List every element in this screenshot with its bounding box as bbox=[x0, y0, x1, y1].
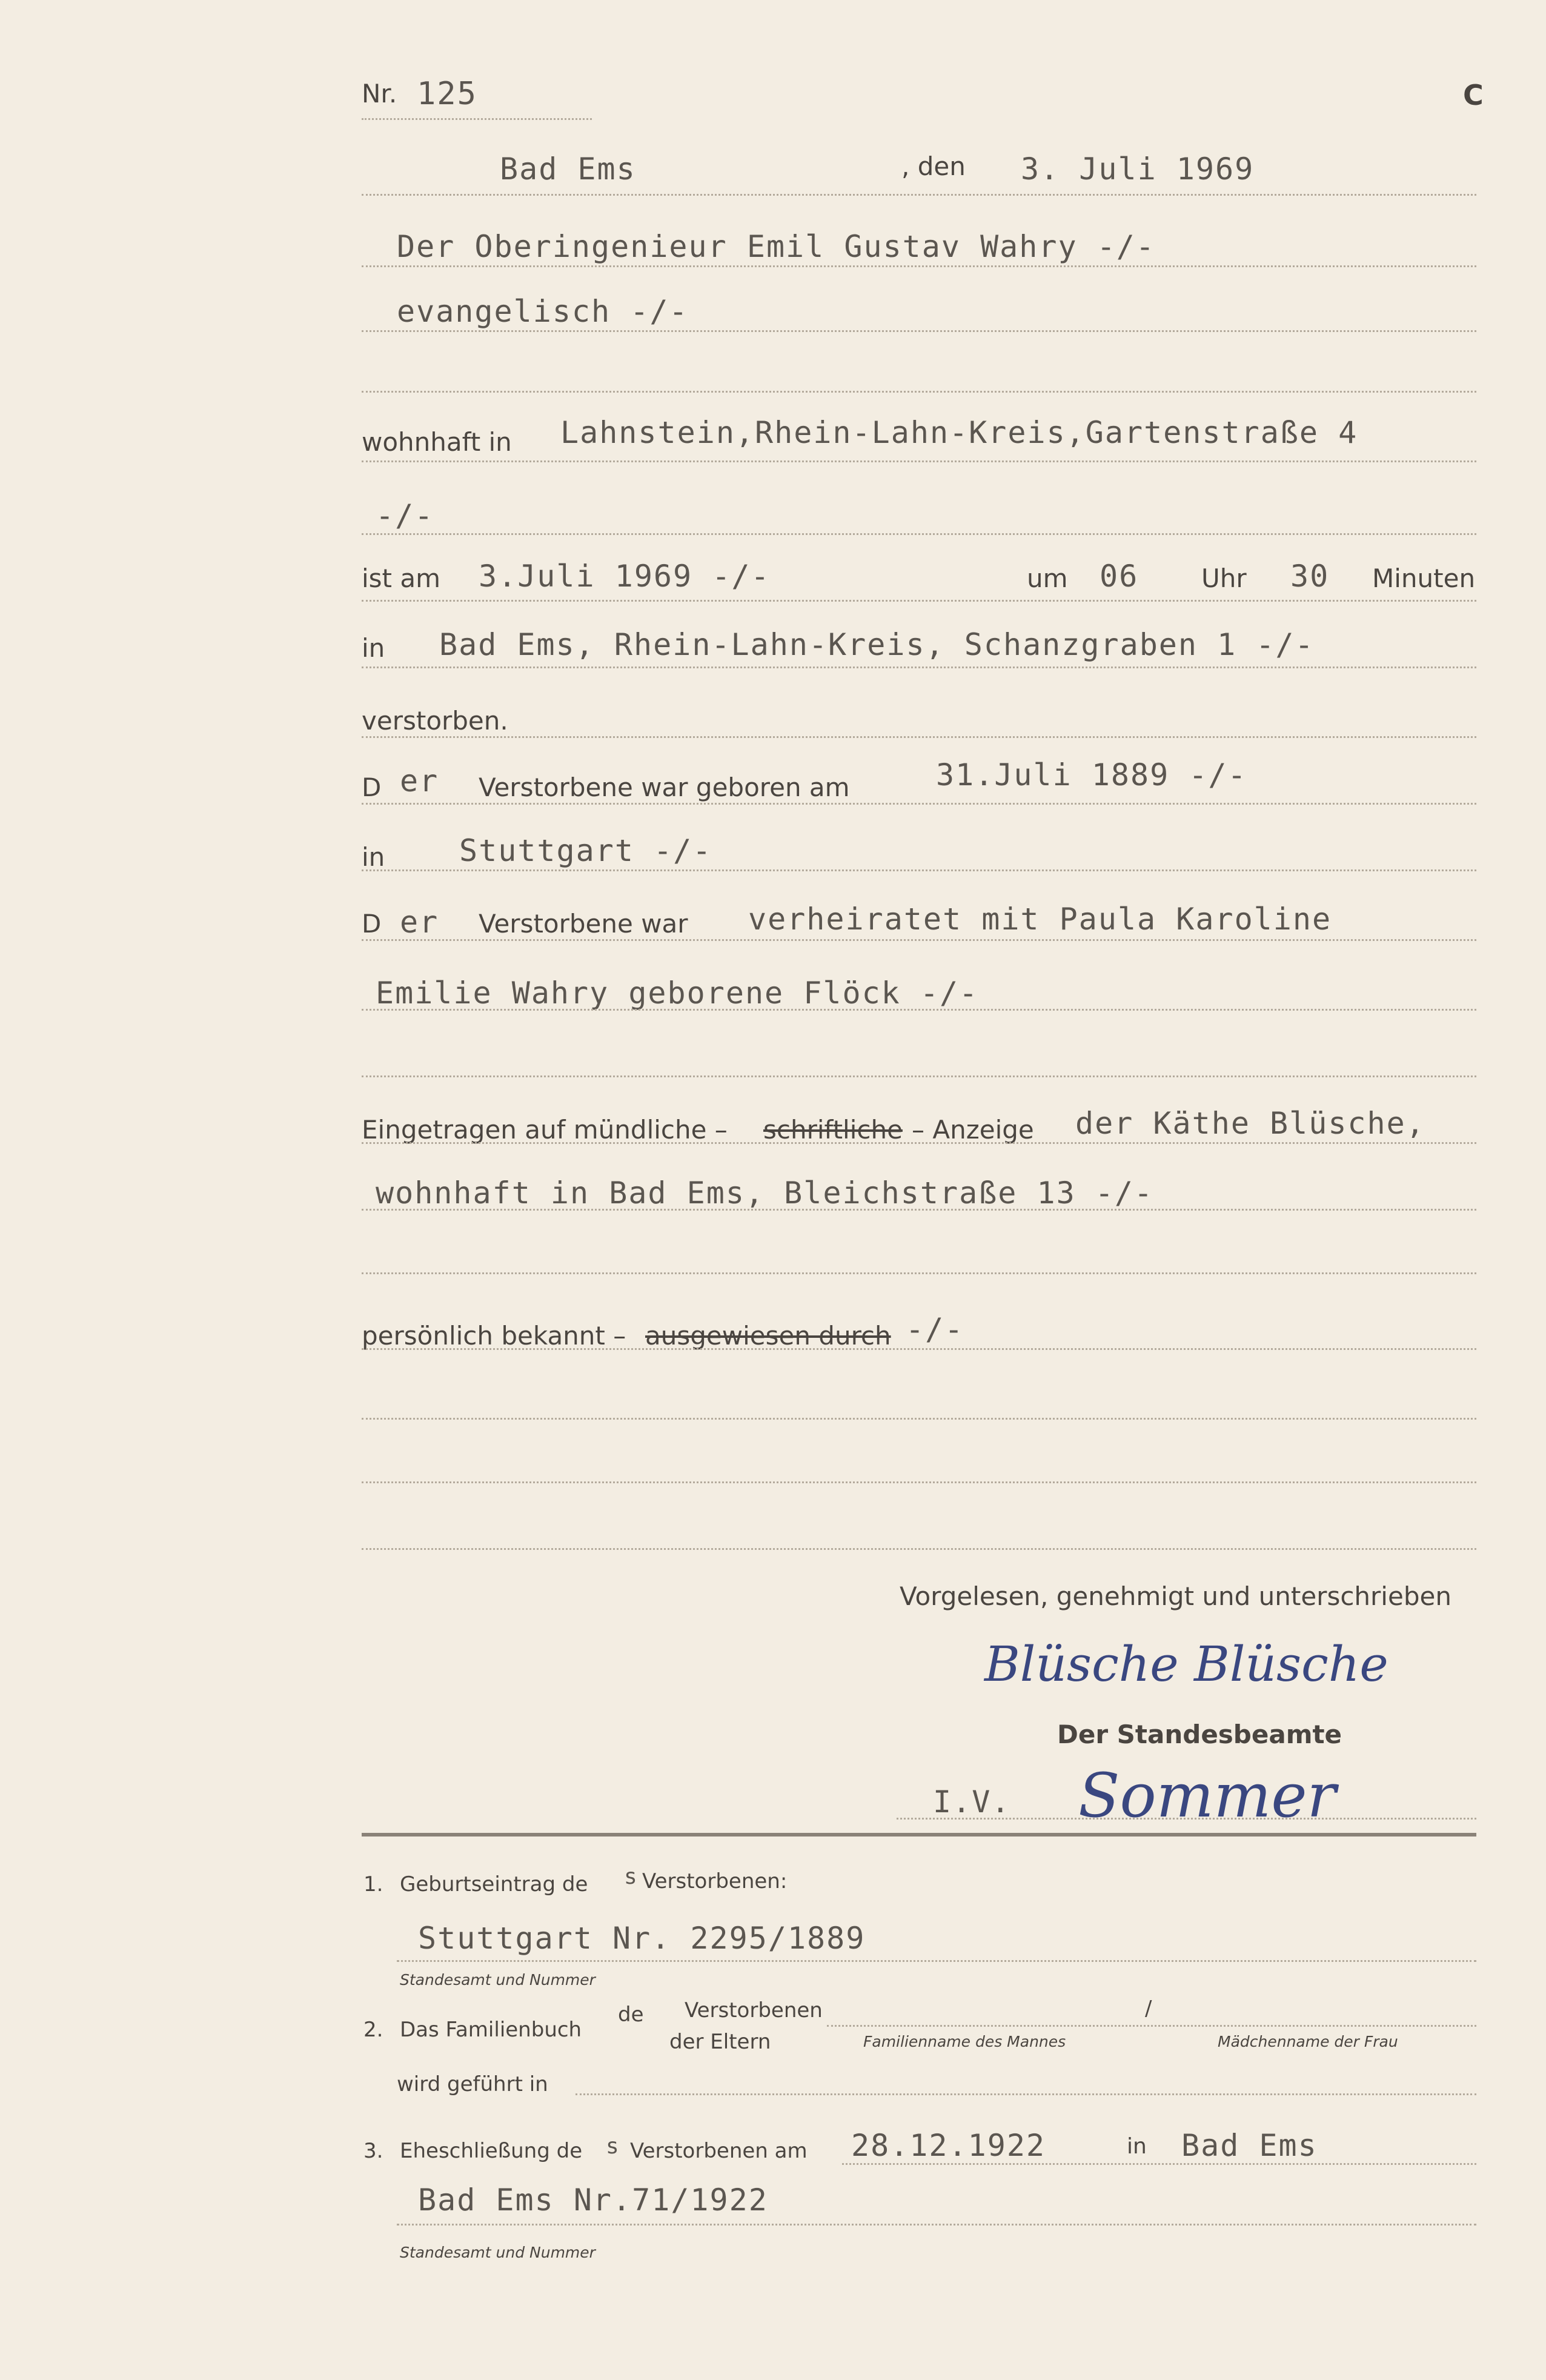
item3-number: 3. bbox=[363, 2139, 383, 2163]
item2-kept-label: wird geführt in bbox=[397, 2072, 548, 2096]
dotted-line bbox=[827, 2025, 1476, 2027]
um-label: um bbox=[1027, 563, 1068, 593]
dotted-line bbox=[362, 869, 1476, 871]
wife-maiden-caption: Mädchenname der Frau bbox=[1218, 2033, 1398, 2050]
dotted-line bbox=[362, 391, 1476, 393]
registrar-label: Der Standesbeamte bbox=[1057, 1720, 1342, 1749]
report-prefix: Eingetragen auf mündliche – bbox=[362, 1115, 728, 1145]
register-number: 125 bbox=[417, 76, 477, 112]
iv-label: I.V. bbox=[933, 1784, 1011, 1820]
deceased-name: Der Oberingenieur Emil Gustav Wahry -/- bbox=[397, 229, 1155, 264]
identification-struck: ausgewiesen durch bbox=[645, 1321, 891, 1351]
birth-place: Stuttgart -/- bbox=[459, 833, 712, 868]
death-hour: 06 bbox=[1100, 559, 1139, 594]
death-date: 3.Juli 1969 -/- bbox=[479, 559, 771, 594]
birth-label: Verstorbene war geboren am bbox=[479, 773, 850, 802]
item3-in: in bbox=[1127, 2134, 1147, 2159]
dotted-line bbox=[397, 1960, 1476, 1962]
item2-slash: / bbox=[1145, 1996, 1152, 2021]
standesamt-caption: Standesamt und Nummer bbox=[400, 1971, 596, 1989]
item1-label-cont: Verstorbenen: bbox=[642, 1869, 788, 1893]
dotted-line bbox=[362, 600, 1476, 602]
residence-continuation: -/- bbox=[376, 498, 434, 533]
item2-option-deceased: Verstorbenen bbox=[685, 1998, 823, 2023]
section-rule bbox=[362, 1833, 1476, 1837]
birth-entry: Stuttgart Nr. 2295/1889 bbox=[418, 1921, 866, 1956]
report-suffix: – Anzeige bbox=[912, 1115, 1034, 1145]
dotted-line bbox=[362, 803, 1476, 805]
gender-suffix: er bbox=[400, 763, 439, 799]
nr-label: Nr. bbox=[362, 79, 397, 108]
item1-number: 1. bbox=[363, 1872, 383, 1896]
item3-label: Eheschließung de bbox=[400, 2139, 583, 2163]
marriage-entry: Bad Ems Nr.71/1922 bbox=[418, 2182, 768, 2218]
item2-label: Das Familienbuch bbox=[400, 2018, 582, 2042]
dotted-line bbox=[362, 1009, 1476, 1011]
item1-label: Geburtseintrag de bbox=[400, 1872, 588, 1896]
item1-suffix: s bbox=[624, 1864, 639, 1889]
deceased-religion: evangelisch -/- bbox=[397, 294, 689, 329]
verstorben-label: verstorben. bbox=[362, 706, 508, 736]
informant-name: der Käthe Blüsche, bbox=[1075, 1106, 1425, 1141]
death-place: Bad Ems, Rhein-Lahn-Kreis, Schanzgraben 1 -/- bbox=[439, 627, 1315, 662]
den-label: , den bbox=[901, 151, 966, 181]
dotted-line bbox=[362, 736, 1476, 738]
d-label: D bbox=[362, 909, 382, 939]
informant-address: wohnhaft in Bad Ems, Bleichstraße 13 -/- bbox=[376, 1175, 1154, 1211]
series-letter: C bbox=[1463, 79, 1484, 111]
residence-label: wohnhaft in bbox=[362, 427, 512, 457]
spouse-name: Emilie Wahry geborene Flöck -/- bbox=[376, 976, 979, 1011]
gender-suffix: er bbox=[400, 905, 439, 940]
dotted-line bbox=[362, 460, 1476, 462]
uhr-label: Uhr bbox=[1201, 563, 1247, 593]
dotted-line bbox=[362, 1272, 1476, 1274]
dotted-line bbox=[362, 939, 1476, 941]
identification-suffix: -/- bbox=[906, 1312, 964, 1347]
item2-option-parents: der Eltern bbox=[669, 2030, 771, 2054]
read-approved-label: Vorgelesen, genehmigt und unterschrieben bbox=[900, 1581, 1451, 1611]
dotted-line bbox=[362, 1481, 1476, 1483]
birth-place-label: in bbox=[362, 842, 385, 872]
dotted-line bbox=[362, 265, 1476, 267]
dotted-line bbox=[362, 1348, 1476, 1350]
death-place-label: in bbox=[362, 633, 385, 663]
minuten-label: Minuten bbox=[1372, 563, 1476, 593]
item3-label-cont: Verstorbenen am bbox=[630, 2139, 808, 2163]
item2-number: 2. bbox=[363, 2018, 383, 2042]
item3-suffix: s bbox=[606, 2134, 620, 2159]
standesamt-caption: Standesamt und Nummer bbox=[400, 2244, 596, 2261]
residence-value: Lahnstein,Rhein-Lahn-Kreis,Gartenstraße 4 bbox=[560, 415, 1358, 450]
dotted-line bbox=[362, 666, 1476, 668]
dotted-line bbox=[897, 1818, 1476, 1820]
marital-status: verheiratet mit Paula Karoline bbox=[748, 902, 1332, 937]
dotted-line bbox=[362, 1209, 1476, 1211]
death-date-label: ist am bbox=[362, 563, 441, 593]
marriage-date: 28.12.1922 bbox=[851, 2128, 1046, 2163]
dotted-line bbox=[362, 1142, 1476, 1144]
dotted-line bbox=[362, 1548, 1476, 1550]
dotted-line bbox=[362, 1418, 1476, 1420]
report-struck-option: schriftliche bbox=[763, 1115, 903, 1145]
birth-date: 31.Juli 1889 -/- bbox=[936, 757, 1247, 793]
dotted-line bbox=[397, 2224, 1476, 2225]
dotted-line bbox=[362, 118, 592, 120]
item2-de: de bbox=[618, 2003, 644, 2027]
identification-prefix: persönlich bekannt – bbox=[362, 1321, 626, 1351]
dotted-line bbox=[842, 2163, 1476, 2165]
marital-label: Verstorbene war bbox=[479, 909, 688, 939]
informant-signature: Blüsche Blüsche bbox=[984, 1636, 1388, 1692]
dotted-line bbox=[362, 533, 1476, 535]
registrar-signature: Sommer bbox=[1078, 1760, 1336, 1831]
husband-surname-caption: Familienname des Mannes bbox=[863, 2033, 1066, 2050]
dotted-line bbox=[576, 2093, 1476, 2095]
dotted-line bbox=[362, 194, 1476, 196]
d-label: D bbox=[362, 773, 382, 802]
marriage-place: Bad Ems bbox=[1181, 2128, 1318, 2163]
death-minutes: 30 bbox=[1290, 559, 1330, 594]
dotted-line bbox=[362, 330, 1476, 332]
dotted-line bbox=[362, 1075, 1476, 1077]
registry-place: Bad Ems bbox=[500, 151, 636, 187]
registry-date: 3. Juli 1969 bbox=[1021, 151, 1255, 187]
